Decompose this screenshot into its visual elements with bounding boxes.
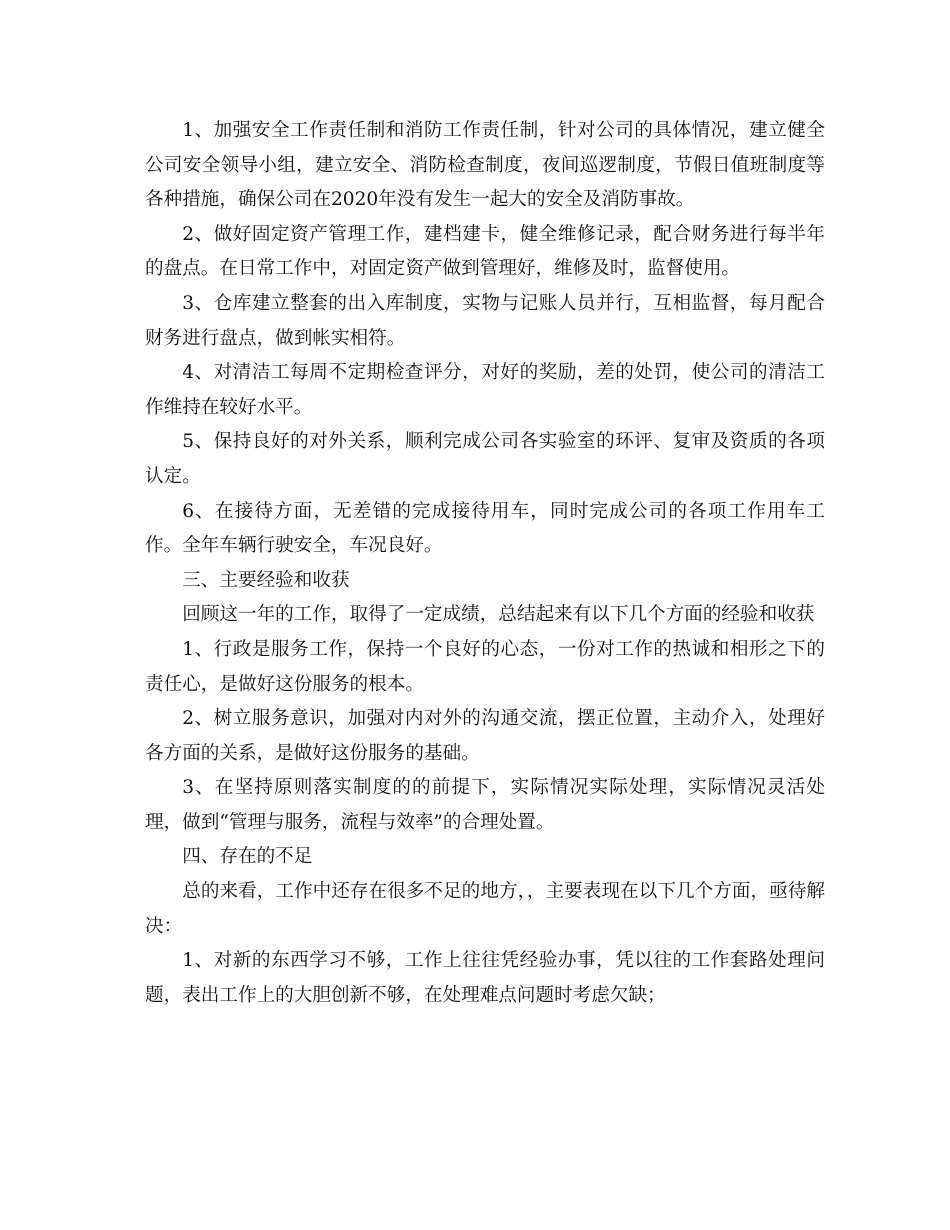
paragraph-overview-shortcomings: 总的来看，工作中还存在很多不足的地方，，主要表现在以下几个方面，亟待解决： xyxy=(145,881,825,937)
section-heading-experience: 三、主要经验和收获 xyxy=(182,569,350,591)
paragraph-principles: 3、在坚持原则落实制度的的前提下，实际情况实际处理，实际情况灵活处理，做到“管理与服务，流程与效率”的合理处置。 xyxy=(145,777,825,833)
paragraph-review: 回顾这一年的工作，取得了一定成绩，总结起来有以下几个方面的经验和收获 xyxy=(182,604,815,626)
paragraph-external-relations: 5、保持良好的对外关系，顺利完成公司各实验室的环评、复审及资质的各项认定。 xyxy=(145,431,825,487)
paragraph-safety-responsibility: 1、加强安全工作责任制和消防工作责任制，针对公司的具体情况，建立健全公司安全领导小组，建立安全、消防检查制度，夜间巡逻制度，节假日值班制度等各种措施，确保公司在2020年没有发生一起大的安全及消防事故。 xyxy=(145,120,825,211)
paragraph-reception: 6、在接待方面，无差错的完成接待用车，同时完成公司的各项工作用车工作。全年车辆行驶安全，车况良好。 xyxy=(145,500,825,557)
document-body xyxy=(145,114,825,1013)
paragraph-learning-shortfall: 1、对新的东西学习不够，工作上往往凭经验办事，凭以往的工作套路处理问题，表出工作上的大胆创新不够，在处理难点问题时考虑欠缺； xyxy=(145,950,825,1006)
paragraph-service-awareness: 2、树立服务意识，加强对内对外的沟通交流，摆正位置，主动介入，处理好各方面的关系，是做好这份服务的基础。 xyxy=(145,708,825,764)
paragraph-cleaning: 4、对清洁工每周不定期检查评分，对好的奖励，差的处罚，使公司的清洁工作维持在较好水平。 xyxy=(145,362,825,418)
paragraph-fixed-assets: 2、做好固定资产管理工作，建档建卡，健全维修记录，配合财务进行每半年的盘点。在日常工作中，对固定资产做到管理好，维修及时，监督使用。 xyxy=(145,223,825,280)
paragraph-service-attitude: 1、行政是服务工作，保持一个良好的心态，一份对工作的热诚和相形之下的责任心，是做好这份服务的根本。 xyxy=(145,638,825,695)
paragraph-warehouse: 3、仓库建立整套的出入库制度，实物与记账人员并行，互相监督，每月配合财务进行盘点，做到帐实相符。 xyxy=(145,292,825,349)
section-heading-shortcomings: 四、存在的不足 xyxy=(182,846,313,868)
